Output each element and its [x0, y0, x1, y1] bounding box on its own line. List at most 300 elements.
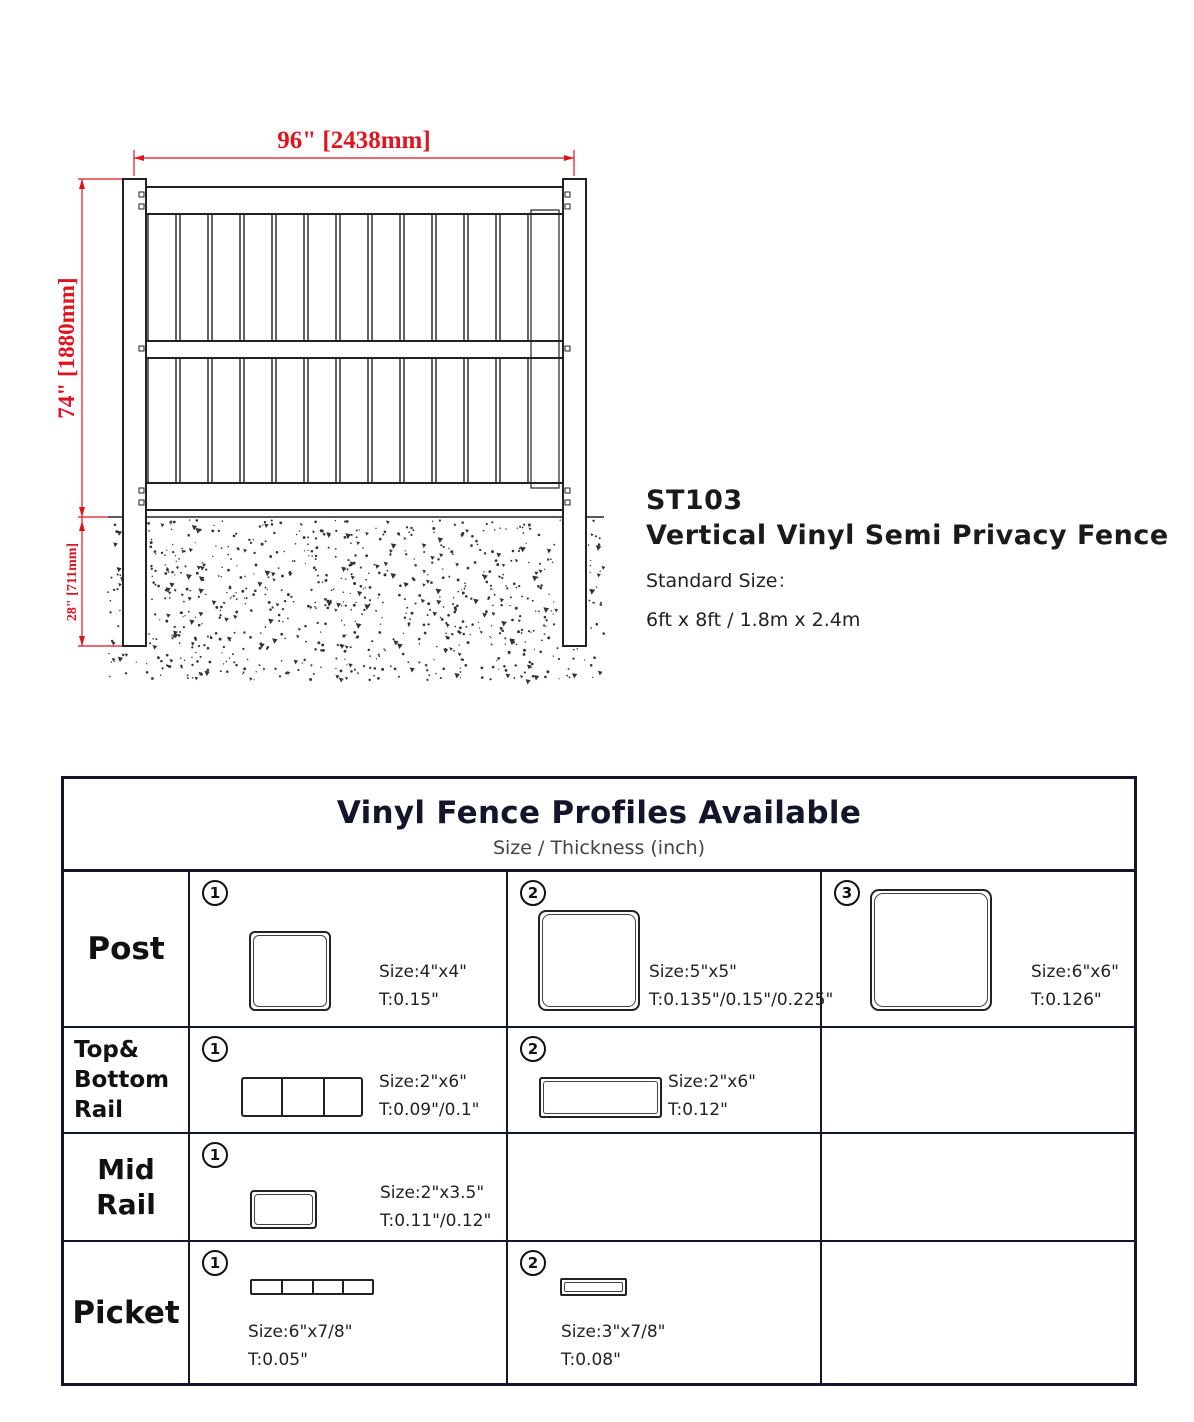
gravel-speck: [157, 585, 160, 588]
row-label-mid-rail: [64, 1134, 190, 1240]
standard-size-label: Standard Size：: [646, 570, 797, 592]
gravel-speck: [345, 645, 349, 649]
gravel-speck: [445, 622, 447, 624]
gravel-speck: [153, 645, 158, 650]
gravel-speck: [525, 641, 527, 643]
gravel-speck: [230, 597, 231, 598]
gravel-speck: [310, 664, 312, 666]
gravel-speck: [584, 659, 585, 660]
gravel-speck: [198, 596, 200, 598]
gravel-speck: [475, 540, 478, 543]
gravel-speck: [369, 586, 372, 589]
gravel-speck: [519, 526, 521, 528]
gravel-speck: [505, 643, 506, 644]
gravel-speck: [298, 628, 300, 630]
gravel-speck: [457, 591, 459, 593]
gravel-speck: [314, 606, 315, 607]
gravel-speck: [592, 520, 594, 522]
gravel-speck: [460, 668, 461, 669]
gravel-speck: [539, 587, 542, 590]
row-label-post: Post: [64, 872, 190, 1026]
gravel-speck: [518, 619, 521, 622]
gravel-speck: [519, 615, 521, 617]
gravel-speck: [111, 577, 113, 579]
option-number: 3: [834, 880, 860, 906]
bottom-rail: [140, 483, 570, 510]
gravel-speck: [516, 644, 518, 646]
gravel-speck: [234, 632, 236, 634]
gravel-speck: [436, 600, 441, 605]
left-post: [123, 179, 146, 646]
gravel-speck: [125, 672, 127, 674]
gravel-speck: [552, 613, 553, 614]
gravel-speck: [365, 587, 366, 588]
spec-size: Size:6"x6": [1031, 962, 1119, 982]
cell-midrail-empty-3: [822, 1134, 1134, 1240]
gravel-speck: [432, 527, 435, 530]
gravel-speck: [426, 580, 430, 584]
gravel-speck: [346, 568, 348, 570]
spec-size: Size:6"x7/8": [248, 1322, 353, 1342]
rail-2x6-solid-profile-shape: [539, 1077, 662, 1118]
row-label-line: Top&: [74, 1037, 139, 1063]
gravel-speck: [514, 664, 516, 666]
gravel-speck: [198, 588, 204, 594]
gravel-speck: [471, 623, 474, 626]
gravel-speck: [284, 638, 286, 640]
gravel-speck: [592, 602, 594, 604]
gravel-speck: [532, 600, 534, 602]
gravel-speck: [193, 527, 194, 528]
gravel-speck: [188, 611, 190, 613]
gravel-speck: [443, 546, 445, 548]
gravel-speck: [506, 587, 508, 589]
gravel-speck: [527, 597, 529, 599]
gravel-speck: [502, 630, 505, 633]
gravel-speck: [204, 671, 209, 676]
gravel-speck: [524, 672, 526, 674]
gravel-speck: [341, 567, 346, 572]
gravel-speck: [307, 550, 308, 551]
gravel-speck: [255, 563, 258, 566]
gravel-speck: [174, 574, 175, 575]
gravel-speck: [265, 587, 267, 589]
gravel-speck: [276, 551, 279, 554]
gravel-speck: [439, 553, 443, 557]
gravel-speck: [109, 611, 111, 613]
gravel-speck: [408, 531, 410, 533]
gravel-speck: [470, 634, 471, 635]
gravel-speck: [371, 640, 373, 642]
gravel-speck: [331, 589, 333, 591]
gravel-speck: [479, 549, 481, 551]
gravel-speck: [368, 649, 371, 652]
gravel-speck: [281, 575, 284, 578]
gravel-speck: [511, 619, 514, 622]
row-label-line: Bottom: [74, 1067, 170, 1093]
gravel-speck: [440, 617, 442, 619]
gravel-speck: [326, 607, 329, 610]
gravel-speck: [498, 669, 499, 670]
gravel-speck: [146, 671, 149, 674]
gravel-speck: [221, 576, 222, 577]
gravel-speck: [523, 649, 526, 652]
gravel-speck: [315, 569, 317, 571]
gravel-speck: [218, 616, 220, 618]
gravel-speck: [539, 569, 543, 573]
gravel-speck: [164, 554, 166, 556]
gravel-speck: [497, 657, 500, 660]
gravel-speck: [180, 665, 182, 667]
gravel-speck: [294, 660, 299, 665]
gravel-speck: [484, 552, 486, 554]
gravel-speck: [151, 677, 154, 680]
gravel-speck: [351, 573, 353, 575]
cell-rail-2: [508, 1028, 822, 1132]
gravel-speck: [176, 566, 178, 568]
gravel-speck: [348, 663, 352, 667]
gravel-speck: [520, 675, 523, 678]
gravel-speck: [307, 543, 309, 545]
gravel-speck: [317, 622, 319, 624]
gravel-speck: [146, 663, 147, 664]
gravel-speck: [273, 532, 275, 534]
gravel-speck: [268, 619, 274, 625]
gravel-speck: [178, 558, 180, 560]
gravel-speck: [166, 614, 170, 618]
gravel-speck: [391, 543, 397, 549]
gravel-speck: [386, 520, 390, 524]
cell-midrail-1: [190, 1134, 508, 1240]
gravel-speck: [242, 673, 244, 675]
gravel-speck: [596, 623, 599, 626]
gravel-speck: [470, 544, 473, 547]
top-rail: [140, 187, 570, 214]
cell-midrail-empty-2: [508, 1134, 822, 1240]
gravel-speck: [518, 550, 520, 552]
gravel-speck: [221, 567, 222, 568]
gravel-speck: [496, 553, 501, 558]
gravel-speck: [600, 602, 602, 604]
table-subtitle: Size / Thickness (inch): [492, 837, 706, 859]
gravel-speck: [440, 544, 442, 546]
gravel-speck: [531, 663, 534, 666]
gravel-speck: [517, 528, 518, 529]
gravel-speck: [113, 589, 115, 591]
gravel-speck: [186, 574, 192, 580]
gravel-speck: [189, 519, 190, 520]
gravel-speck: [324, 598, 327, 601]
gravel-speck: [478, 622, 479, 623]
gravel-speck: [541, 640, 543, 642]
gravel-speck: [243, 549, 247, 553]
gravel-speck: [424, 632, 427, 635]
gravel-speck: [242, 648, 244, 650]
gravel-speck: [169, 582, 174, 587]
gravel-speck: [390, 665, 392, 667]
gravel-speck: [404, 598, 406, 600]
gravel-speck: [437, 558, 439, 560]
gravel-speck: [235, 664, 238, 667]
gravel-speck: [226, 661, 228, 663]
gravel-speck: [572, 673, 577, 678]
gravel-speck: [166, 550, 167, 551]
cell-picket-empty: [822, 1242, 1134, 1383]
gravel-speck: [490, 585, 492, 587]
gravel-speck: [343, 601, 344, 602]
gravel-speck: [590, 565, 591, 566]
gravel-speck: [510, 596, 512, 598]
option-number: 1: [202, 880, 228, 906]
gravel-speck: [461, 589, 462, 590]
gravel-speck: [196, 519, 199, 522]
gravel-speck: [374, 667, 377, 670]
gravel-speck: [415, 602, 417, 604]
gravel-speck: [540, 584, 543, 587]
gravel-speck: [300, 523, 303, 526]
gravel-speck: [480, 631, 483, 634]
gravel-speck: [157, 656, 160, 659]
gravel-speck: [230, 640, 231, 641]
gravel-speck: [299, 530, 301, 532]
gravel-speck: [281, 589, 283, 591]
gravel-speck: [483, 571, 484, 572]
gravel-speck: [499, 632, 501, 634]
gravel-speck: [245, 603, 246, 604]
gravel-speck: [442, 568, 443, 569]
gravel-speck: [356, 541, 360, 545]
gravel-speck: [230, 558, 232, 560]
gravel-speck: [325, 574, 328, 577]
cell-rail-empty: [822, 1028, 1134, 1132]
gravel-speck: [223, 646, 225, 648]
gravel-speck: [164, 572, 167, 575]
gravel-speck: [453, 523, 456, 526]
option-number: 1: [202, 1036, 228, 1062]
gravel-speck: [479, 627, 480, 628]
gravel-speck: [513, 583, 516, 586]
spec-size: Size:4"x4": [379, 962, 467, 982]
gravel-speck: [467, 641, 470, 644]
gravel-speck: [246, 597, 248, 599]
gravel-speck: [503, 665, 506, 668]
gravel-speck: [117, 531, 122, 536]
gravel-speck: [496, 563, 499, 566]
gravel-speck: [111, 661, 112, 662]
gravel-speck: [572, 657, 574, 659]
gravel-speck: [344, 658, 345, 659]
gravel-speck: [383, 648, 385, 650]
gravel-speck: [453, 611, 456, 614]
gravel-speck: [525, 679, 530, 684]
gravel-speck: [448, 576, 450, 578]
cell-picket-2: [508, 1242, 822, 1383]
gravel-speck: [545, 619, 547, 621]
gravel-speck: [490, 637, 491, 638]
gravel-speck: [268, 601, 271, 604]
gravel-speck: [207, 669, 210, 672]
gravel-speck: [259, 525, 261, 527]
gravel-speck: [422, 583, 425, 586]
gravel-speck: [353, 582, 356, 585]
gravel-speck: [510, 560, 512, 562]
spec-thickness: T:0.135"/0.15"/0.225": [649, 990, 834, 1010]
gravel-speck: [205, 594, 207, 596]
gravel-speck: [151, 598, 153, 600]
gravel-speck: [235, 533, 237, 535]
gravel-speck: [389, 553, 391, 555]
row-label-line: Rail: [96, 1188, 156, 1221]
gravel-speck: [317, 575, 319, 577]
table-row-post: [64, 872, 1134, 1028]
gravel-speck: [180, 657, 182, 659]
gravel-speck: [529, 661, 532, 664]
gravel-speck: [553, 623, 555, 625]
gravel-speck: [433, 612, 438, 617]
gravel-speck: [418, 594, 421, 597]
gravel-speck: [233, 535, 236, 538]
gravel-speck: [345, 578, 347, 580]
gravel-speck: [328, 547, 330, 549]
gravel-speck: [165, 564, 167, 566]
gravel-speck: [390, 573, 396, 579]
gravel-speck: [387, 570, 389, 572]
gravel-speck: [274, 668, 276, 670]
gravel-speck: [375, 528, 376, 529]
gravel-speck: [382, 533, 384, 535]
gravel-speck: [357, 591, 362, 596]
gravel-speck: [335, 548, 337, 550]
gravel-speck: [453, 597, 454, 598]
gravel-speck: [253, 679, 254, 680]
gravel-speck: [335, 530, 337, 532]
gravel-speck: [119, 610, 120, 611]
gravel-speck: [159, 619, 160, 620]
gravel-speck: [213, 525, 214, 526]
gravel-speck: [410, 534, 412, 536]
gravel-speck: [174, 589, 176, 591]
gravel-speck: [453, 650, 455, 652]
spec-thickness: T:0.11"/0.12": [380, 1211, 492, 1231]
gravel-speck: [271, 572, 276, 577]
gravel-speck: [590, 627, 592, 629]
gravel-speck: [368, 573, 370, 575]
gravel-speck: [513, 642, 515, 644]
gravel-speck: [293, 601, 295, 603]
gravel-speck: [397, 643, 403, 649]
gravel-speck: [380, 624, 381, 625]
gravel-speck: [165, 620, 168, 623]
gravel-speck: [435, 673, 437, 675]
width-dimension-label: 96" [2438mm]: [277, 127, 431, 154]
gravel-speck: [528, 630, 530, 632]
gravel-speck: [191, 646, 193, 648]
spec-thickness: T:0.12": [668, 1100, 728, 1120]
gravel-speck: [147, 522, 150, 525]
gravel-speck: [313, 566, 316, 569]
gravel-speck: [545, 626, 546, 627]
gravel-speck: [389, 549, 393, 553]
gravel-speck: [304, 625, 307, 628]
gravel-speck: [218, 530, 220, 532]
gravel-speck: [590, 560, 591, 561]
gravel-speck: [167, 665, 170, 668]
gravel-speck: [423, 551, 425, 553]
gravel-speck: [233, 595, 235, 597]
gravel-speck: [324, 604, 326, 606]
gravel-speck: [459, 626, 462, 629]
table-row-picket: [64, 1242, 1134, 1383]
gravel-speck: [263, 668, 266, 671]
gravel-speck: [353, 604, 356, 607]
table-row-mid-rail: [64, 1134, 1134, 1242]
gravel-speck: [521, 595, 523, 597]
gravel-speck: [488, 570, 491, 573]
gravel-speck: [227, 554, 229, 556]
gravel-speck: [148, 530, 150, 532]
gravel-speck: [267, 646, 269, 648]
gravel-speck: [427, 614, 429, 616]
gravel-speck: [284, 600, 286, 602]
gravel-speck: [368, 679, 370, 681]
gravel-speck: [397, 532, 400, 535]
gravel-speck: [267, 589, 268, 590]
cell-post-1: [190, 872, 508, 1026]
gravel-speck: [111, 641, 115, 645]
gravel-speck: [439, 519, 441, 521]
gravel-speck: [593, 656, 596, 659]
gravel-speck: [462, 592, 465, 595]
gravel-speck: [459, 644, 460, 645]
gravel-speck: [223, 663, 224, 664]
spec-thickness: T:0.05": [248, 1350, 308, 1370]
gravel-speck: [558, 658, 560, 660]
gravel-speck: [237, 547, 240, 550]
gravel-speck: [265, 540, 267, 542]
product-info: [646, 484, 1169, 631]
gravel-speck: [411, 612, 414, 615]
gravel-speck: [203, 644, 205, 646]
gravel-speck: [498, 575, 501, 578]
gravel-speck: [207, 635, 209, 637]
gravel-speck: [342, 635, 345, 638]
spec-size: Size:2"x6": [379, 1072, 467, 1092]
gravel-speck: [354, 669, 356, 671]
gravel-speck: [314, 648, 317, 651]
gravel-speck: [241, 590, 244, 593]
spec-size: Size:3"x7/8": [561, 1322, 666, 1342]
gravel-speck: [154, 550, 157, 553]
gravel-speck: [474, 561, 477, 564]
gravel-speck: [118, 657, 123, 662]
gravel-speck: [544, 569, 545, 570]
gravel-speck: [341, 578, 342, 579]
gravel-speck: [505, 528, 507, 530]
gravel-speck: [502, 574, 504, 576]
gravel-speck: [515, 607, 518, 610]
gravel-speck: [528, 562, 529, 563]
gravel-speck: [404, 616, 406, 618]
gravel-speck: [398, 676, 400, 678]
gravel-speck: [489, 636, 490, 637]
gravel-speck: [344, 536, 347, 539]
gravel-speck: [335, 657, 337, 659]
gravel-speck: [568, 668, 570, 670]
gravel-speck: [155, 553, 156, 554]
gravel-speck: [315, 555, 317, 557]
gravel-speck: [438, 537, 444, 543]
gravel-speck: [512, 550, 515, 553]
